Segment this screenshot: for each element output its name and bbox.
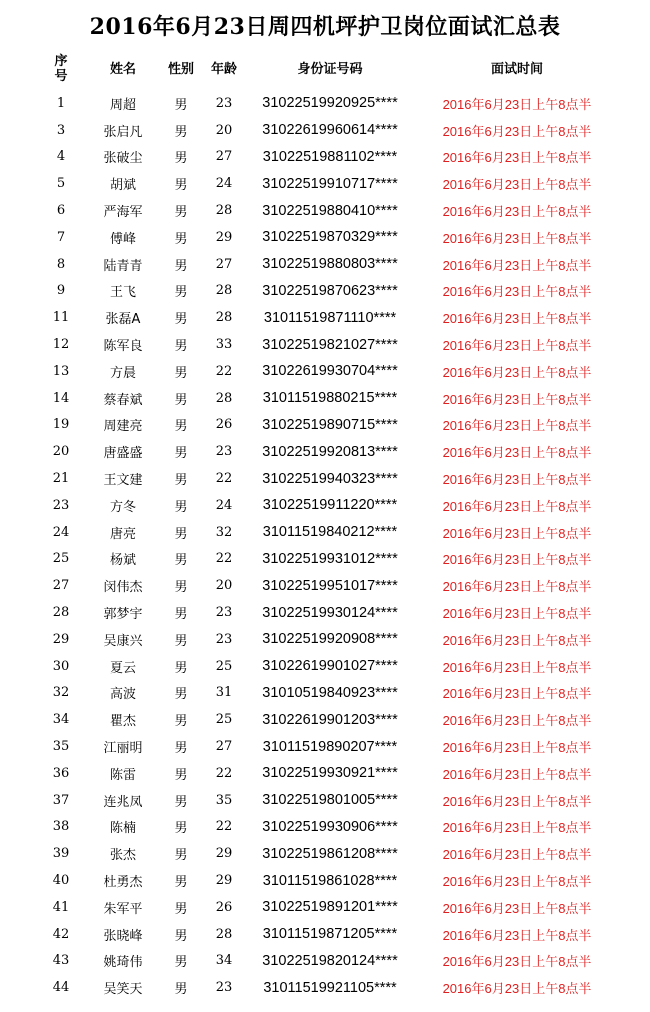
table-row [32,572,616,599]
cell-time: 2016年6月23日上午8点半 [442,766,592,782]
cell-id: 31011519921105**** [263,979,397,996]
cell-no: 9 [56,283,66,299]
cell-no: 14 [52,390,70,406]
cell-id: 31022519911220**** [262,497,398,514]
cell-no: 40 [52,873,70,888]
cell-name: 陈军良 [103,339,143,355]
cell-age: 34 [215,953,233,969]
cell-no: 28 [52,605,70,621]
cell-time: 2016年6月23日上午8点半 [442,204,592,220]
cell-no: 6 [56,203,66,219]
table-row [32,251,616,278]
cell-id: 31022519881102**** [262,148,398,165]
cell-age: 25 [215,712,233,728]
header-row [32,48,616,90]
cell-time: 2016年6月23日上午8点半 [442,954,592,970]
cell-no: 29 [52,631,70,647]
cell-age: 23 [215,980,233,996]
cell-time: 2016年6月23日上午8点半 [442,552,592,568]
cell-name: 方冬 [109,499,136,515]
cell-time: 2016年6月23日上午8点半 [442,472,592,488]
cell-name: 陈雷 [109,767,136,783]
cell-gender: 男 [174,794,188,810]
cell-time: 2016年6月23日上午8点半 [442,793,592,809]
cell-gender: 男 [174,821,188,837]
page-title: 2016年6月23日周四机坪护卫岗位面试汇总表 [89,14,561,40]
cell-no: 32 [52,685,70,701]
cell-id: 31022519870623**** [262,282,398,299]
table-row [32,224,616,251]
cell-gender: 男 [174,955,188,971]
cell-name: 张磊A [105,312,141,328]
cell-name: 朱军平 [103,901,143,917]
cell-id: 31011519890207**** [262,738,398,755]
table-row [32,680,616,707]
table-row [32,599,616,626]
cell-gender: 男 [174,687,188,703]
cell-name: 方晨 [109,365,136,381]
table-row [32,197,616,224]
cell-id: 31011519840212**** [262,524,398,541]
cell-id: 31022519920908**** [262,631,398,648]
cell-age: 33 [215,337,233,353]
cell-age: 28 [215,203,233,219]
header-time: 面试时间 [490,61,543,77]
cell-gender: 男 [174,473,188,489]
cell-age: 22 [215,765,233,781]
cell-age: 28 [215,283,233,299]
cell-id: 31022619930704**** [262,363,398,380]
cell-id: 31022519940323**** [262,470,398,487]
table-row [32,438,616,465]
cell-id: 31022519891201**** [262,899,398,916]
cell-name: 蔡春斌 [103,392,143,408]
cell-id: 31011519880215**** [262,390,398,407]
cell-no: 37 [52,792,70,808]
table-row [32,465,616,492]
cell-age: 29 [215,873,233,888]
cell-name: 张启凡 [103,124,143,140]
cell-gender: 男 [174,526,188,542]
cell-time: 2016年6月23日上午8点半 [442,820,592,836]
cell-gender: 男 [174,901,188,917]
cell-id: 31022519920925**** [262,95,398,112]
cell-no: 43 [52,953,70,969]
cell-age: 23 [215,95,233,111]
cell-name: 杜勇杰 [103,875,143,890]
table-row [32,948,616,975]
cell-age: 29 [215,846,233,862]
cell-gender: 男 [174,767,188,783]
cell-no: 38 [52,819,70,835]
cell-no: 4 [56,149,66,165]
cell-name: 严海军 [103,205,143,221]
cell-time: 2016年6月23日上午8点半 [442,257,592,273]
table-row [32,921,616,948]
cell-no: 44 [52,980,70,996]
cell-age: 27 [215,256,233,272]
interview-summary-table [32,48,616,1001]
table-row [32,653,616,680]
cell-name: 陈楠 [109,821,136,837]
cell-time: 2016年6月23日上午8点半 [442,284,592,300]
cell-gender: 男 [174,97,188,113]
cell-id: 31011519871110**** [263,309,397,326]
cell-age: 20 [215,122,233,138]
table-row [32,385,616,412]
table-row [32,170,616,197]
cell-gender: 男 [174,446,188,462]
cell-gender: 男 [174,741,188,757]
cell-name: 陆青青 [103,258,143,274]
cell-gender: 男 [174,660,188,676]
cell-time: 2016年6月23日上午8点半 [442,230,592,246]
cell-gender: 男 [174,419,188,435]
cell-no: 25 [52,551,70,567]
cell-time: 2016年6月23日上午8点半 [442,981,592,997]
cell-name: 闵伟杰 [103,580,143,596]
cell-age: 23 [215,631,233,647]
cell-age: 22 [215,363,233,379]
cell-id: 31022619901027**** [262,658,398,675]
cell-age: 22 [215,819,233,835]
cell-id: 31022519821027**** [262,336,398,353]
cell-age: 31 [215,685,233,701]
cell-name: 瞿杰 [109,714,136,730]
cell-gender: 男 [174,714,188,730]
cell-no: 30 [52,658,70,674]
cell-gender: 男 [174,982,188,998]
cell-no: 21 [52,471,70,487]
cell-age: 22 [215,551,233,567]
cell-time: 2016年6月23日上午8点半 [442,445,592,461]
table-row [32,331,616,358]
cell-time: 2016年6月23日上午8点半 [442,686,592,702]
cell-age: 26 [215,899,233,915]
cell-id: 31022519880803**** [262,256,398,273]
table-row [32,867,616,894]
cell-name: 张晓峰 [103,928,143,944]
cell-no: 7 [56,229,66,245]
cell-name: 吴笑天 [103,982,143,998]
cell-gender: 男 [174,178,188,194]
header-name: 姓名 [109,61,136,77]
cell-gender: 男 [174,553,188,569]
table-row [32,278,616,305]
table-row [32,144,616,171]
cell-age: 32 [215,524,233,540]
cell-id: 31022519930921**** [262,765,398,782]
cell-no: 42 [52,926,70,942]
cell-gender: 男 [174,392,188,408]
cell-age: 22 [215,471,233,487]
cell-name: 郭梦宇 [103,607,143,623]
cell-id: 31022519880410**** [262,202,398,219]
cell-age: 27 [215,149,233,165]
cell-id: 31022519910717**** [262,175,398,192]
cell-id: 31022519801005**** [262,792,398,809]
cell-name: 唐盛盛 [103,446,143,462]
cell-age: 26 [215,417,233,433]
cell-age: 24 [215,176,233,192]
cell-time: 2016年6月23日上午8点半 [442,659,592,675]
cell-no: 24 [52,524,70,540]
cell-gender: 男 [174,580,188,596]
cell-no: 41 [52,899,70,915]
cell-name: 周超 [109,97,136,113]
cell-no: 36 [52,765,70,781]
cell-time: 2016年6月23日上午8点半 [442,525,592,541]
cell-gender: 男 [174,285,188,301]
cell-no: 34 [52,712,70,728]
cell-name: 姚琦伟 [103,955,143,971]
cell-id: 31022519890715**** [262,416,398,433]
table-row [32,90,616,117]
cell-time: 2016年6月23日上午8点半 [442,96,592,112]
table-body [32,90,616,1001]
cell-age: 23 [215,605,233,621]
table-row [32,358,616,385]
header-gender: 性别 [167,61,194,77]
cell-name: 张破尘 [103,151,143,167]
cell-gender: 男 [174,928,188,944]
cell-id: 31022519870329**** [262,229,398,246]
cell-time: 2016年6月23日上午8点半 [442,311,592,327]
cell-time: 2016年6月23日上午8点半 [442,338,592,354]
cell-name: 杨斌 [109,553,136,569]
cell-name: 唐亮 [109,526,136,542]
cell-name: 胡斌 [109,178,136,194]
cell-time: 2016年6月23日上午8点半 [442,740,592,756]
cell-id: 31022519820124**** [262,952,398,969]
cell-no: 20 [52,444,70,460]
cell-gender: 男 [174,339,188,355]
cell-gender: 男 [174,151,188,167]
cell-id: 31022519951017**** [262,577,398,594]
cell-name: 夏云 [109,660,136,676]
cell-age: 24 [215,497,233,513]
header-age: 年龄 [210,61,237,77]
header-id: 身份证号码 [297,61,363,77]
cell-age: 25 [215,658,233,674]
cell-gender: 男 [174,848,188,864]
cell-time: 2016年6月23日上午8点半 [442,498,592,514]
cell-age: 29 [215,229,233,245]
cell-id: 31022519861208**** [262,845,398,862]
cell-time: 2016年6月23日上午8点半 [442,874,592,889]
cell-no: 3 [56,122,66,138]
cell-id: 31022519931012**** [262,550,398,567]
cell-gender: 男 [174,607,188,623]
cell-time: 2016年6月23日上午8点半 [442,150,592,166]
cell-name: 江丽明 [103,741,143,757]
cell-gender: 男 [174,124,188,140]
cell-age: 28 [215,310,233,326]
table-row [32,412,616,439]
cell-no: 13 [52,363,70,379]
cell-time: 2016年6月23日上午8点半 [442,927,592,943]
cell-name: 张杰 [109,848,136,864]
table-row [32,492,616,519]
table-row [32,840,616,867]
cell-name: 连兆凤 [103,794,143,810]
cell-time: 2016年6月23日上午8点半 [442,391,592,407]
cell-id: 31010519840923**** [262,684,398,701]
cell-no: 8 [56,256,66,272]
cell-time: 2016年6月23日上午8点半 [442,632,592,648]
cell-no: 12 [52,337,70,353]
cell-id: 31022519930124**** [262,604,398,621]
cell-name: 傅峰 [109,231,136,247]
cell-name: 王文建 [103,473,143,489]
table-row [32,546,616,573]
cell-id: 31022619901203**** [262,711,398,728]
cell-no: 11 [52,310,70,326]
cell-time: 2016年6月23日上午8点半 [442,418,592,434]
cell-time: 2016年6月23日上午8点半 [442,606,592,622]
cell-age: 28 [215,926,233,942]
cell-id: 31011519861028**** [262,872,398,889]
header-no-label: 序 号 [54,54,68,84]
cell-id: 31022619960614**** [262,122,398,139]
cell-gender: 男 [174,875,188,890]
cell-age: 23 [215,444,233,460]
cell-age: 27 [215,739,233,755]
cell-time: 2016年6月23日上午8点半 [442,713,592,729]
cell-no: 35 [52,739,70,755]
table-row [32,706,616,733]
cell-gender: 男 [174,312,188,328]
table-row [32,760,616,787]
cell-gender: 男 [174,633,188,649]
cell-time: 2016年6月23日上午8点半 [442,123,592,139]
cell-time: 2016年6月23日上午8点半 [442,177,592,193]
table-row [32,117,616,144]
cell-id: 31022519930906**** [262,818,398,835]
cell-no: 5 [56,176,66,192]
cell-id: 31022519920813**** [262,443,398,460]
table-row [32,626,616,653]
cell-gender: 男 [174,258,188,274]
cell-age: 20 [215,578,233,594]
cell-no: 39 [52,846,70,862]
table-row [32,304,616,331]
cell-age: 35 [215,792,233,808]
cell-time: 2016年6月23日上午8点半 [442,900,592,916]
cell-no: 27 [52,578,70,594]
cell-name: 周建亮 [103,419,143,435]
cell-id: 31011519871205**** [262,926,398,943]
cell-gender: 男 [174,365,188,381]
cell-time: 2016年6月23日上午8点半 [442,364,592,380]
cell-time: 2016年6月23日上午8点半 [442,847,592,863]
cell-name: 王飞 [109,285,136,301]
table-row [32,519,616,546]
table-row [32,814,616,841]
cell-no: 23 [52,497,70,513]
cell-gender: 男 [174,231,188,247]
cell-name: 高波 [109,687,136,703]
cell-gender: 男 [174,205,188,221]
header-no [32,48,90,90]
cell-name: 吴康兴 [103,633,143,649]
table-row [32,894,616,921]
table-row [32,787,616,814]
cell-no: 1 [56,95,66,111]
cell-time: 2016年6月23日上午8点半 [442,579,592,595]
cell-no: 19 [52,417,70,433]
table-row [32,733,616,760]
cell-gender: 男 [174,499,188,515]
cell-age: 28 [215,390,233,406]
table-row [32,974,616,1001]
